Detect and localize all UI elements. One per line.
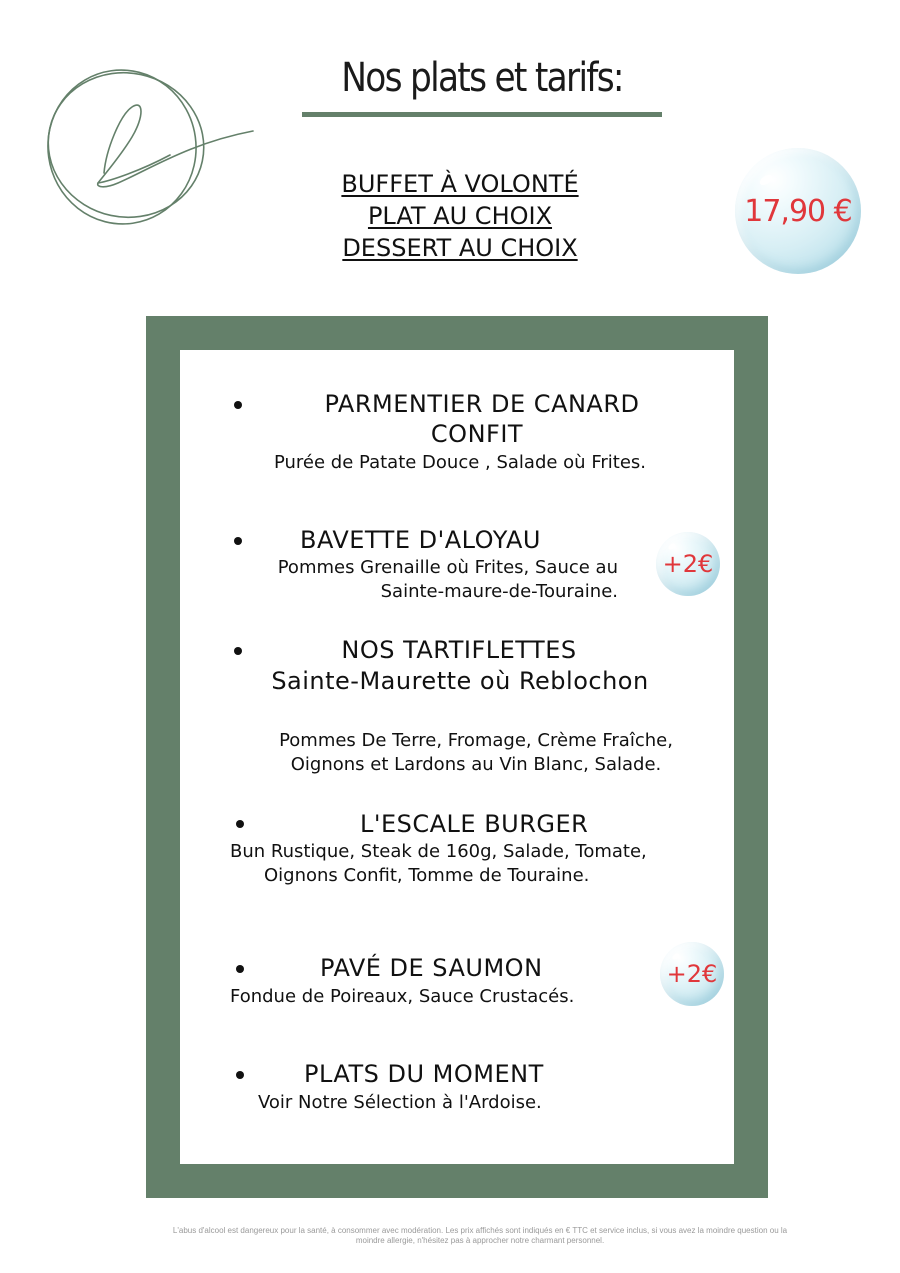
formula-line: PLAT AU CHOIX bbox=[367, 202, 553, 230]
dish-name: NOS TARTIFLETTES bbox=[341, 636, 577, 664]
dish-description: Oignons et Lardons au Vin Blanc, Salade. bbox=[290, 754, 662, 775]
dish-name: PARMENTIER DE CANARD bbox=[324, 390, 640, 418]
script-letter-e-logo bbox=[40, 55, 270, 240]
dish-description: Sainte-maure-de-Touraine. bbox=[380, 581, 618, 602]
supplement-badge: +2€ bbox=[656, 532, 720, 596]
title-underline bbox=[302, 112, 662, 117]
dish-name: PAVÉ DE SAUMON bbox=[320, 954, 543, 982]
supplement-badge: +2€ bbox=[660, 942, 724, 1006]
bullet-dot-icon bbox=[234, 647, 242, 655]
dish-name: CONFIT bbox=[430, 420, 524, 448]
dish-name: BAVETTE D'ALOYAU bbox=[300, 526, 541, 554]
dish-name: Sainte-Maurette où Reblochon bbox=[271, 667, 649, 695]
page-title: Nos plats et tarifs: bbox=[341, 55, 623, 101]
bubble-shine bbox=[758, 173, 774, 188]
bullet-dot-icon bbox=[236, 1071, 244, 1079]
formula-price-badge bbox=[735, 148, 861, 274]
dish-name: L'ESCALE BURGER bbox=[360, 810, 589, 838]
dish-description: Voir Notre Sélection à l'Ardoise. bbox=[258, 1092, 542, 1113]
formula-line: DESSERT AU CHOIX bbox=[342, 234, 578, 262]
bullet-dot-icon bbox=[234, 401, 242, 409]
legal-footnote: L'abus d'alcool est dangereux pour la santé, à consommer avec modération. Les prix affichés sont indiqués en € TTC et service inclus, si vous avez la moindre question ou la moindre allergie, n'hésitez pas à approcher notre charmant personnel. bbox=[172, 1226, 788, 1245]
formula-line: BUFFET À VOLONTÉ bbox=[341, 170, 579, 198]
dish-name: PLATS DU MOMENT bbox=[304, 1060, 544, 1088]
dish-description: Oignons Confit, Tomme de Touraine. bbox=[264, 865, 590, 886]
formula-block bbox=[270, 168, 650, 264]
formula-price: 17,90 € bbox=[744, 193, 852, 229]
dish-description: Pommes De Terre, Fromage, Crème Fraîche, bbox=[279, 730, 673, 751]
bullet-dot-icon bbox=[236, 820, 244, 828]
dish-description: Bun Rustique, Steak de 160g, Salade, Tomate, bbox=[230, 841, 647, 862]
bullet-dot-icon bbox=[234, 537, 242, 545]
dish-description: Fondue de Poireaux, Sauce Crustacés. bbox=[230, 986, 575, 1007]
dish-description: Purée de Patate Douce , Salade où Frites. bbox=[273, 452, 646, 473]
dish-description: Pommes Grenaille où Frites, Sauce au bbox=[277, 557, 618, 578]
bullet-dot-icon bbox=[236, 965, 244, 973]
